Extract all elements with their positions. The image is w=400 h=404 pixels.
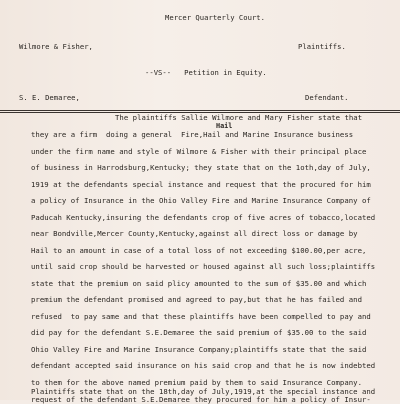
body-line: Plaintiffs state that on the 18th,day of July,1919,at the special instance and [31,387,376,396]
body-line: under the firm name and style of Wilmore & Fisher with their principal place [31,146,367,156]
body-line: until said crop should be harvested or housed against all such loss;plaintiffs [31,262,376,271]
body-line: request of the defendant S.E.Demaree they procured for him a policy of Insur- [31,395,371,404]
body-line: to them for the above named premium paid by them to said Insurance Company. [31,377,362,387]
court-heading: Mercer Quarterly Court. [165,13,265,22]
plaintiff-name: Wilmore & Fisher, [19,42,93,51]
body-line: did pay for the defendant S.E.Demaree the said premium of $35.00 to the said [31,328,367,337]
body-line: near Bondville,Mercer County,Kentucky,against all direct loss or damage by [31,229,358,238]
body-line: The plaintiffs Sallie Wilmore and Mary Fisher state that [115,113,363,122]
body-line: of business in Harrodsburg,Kentucky; they state that on the 1oth,day of July, [31,163,371,172]
body-line: refused to pay same and that these plaintiffs have been compelled to pay and [31,311,371,321]
plaintiff-label: Plaintiffs. [298,42,346,51]
body-line: Ohio Valley Fire and Marine Insurance Company;plaintiffs state that the said [31,344,367,354]
body-line: defendant accepted said insurance on his said crop and that he is now indebted [31,361,376,370]
body-line: 1919 at the defendants special instance and request that the procured for him [31,179,371,189]
body-line: state that the premium on said plicy amounted to the sum of $35.00 and which [31,278,367,288]
body-line: Paducah Kentucky,insuring the defendants crop of five acres of tobacco,located [31,212,376,222]
defendant-label: Defendant. [305,93,349,102]
versus-petition-line: --VS-- Petition in Equity. [145,68,267,77]
defendant-name: S. E. Demaree, [19,93,80,102]
body-line: they are a firm doing a general Fire,Hail and Marine Insurance business [31,130,354,139]
handwritten-insert: Hail [216,122,233,130]
body-line: Hail to an amount in case of a total loss of not exceeding $100.00,per acre, [31,245,367,255]
body-line: a policy of Insurance in the Ohio Valley Fire and Marine Insurance Company of [31,196,371,205]
body-line: premium the defendant promised and agreed to pay,but that he has failed and [31,295,362,304]
